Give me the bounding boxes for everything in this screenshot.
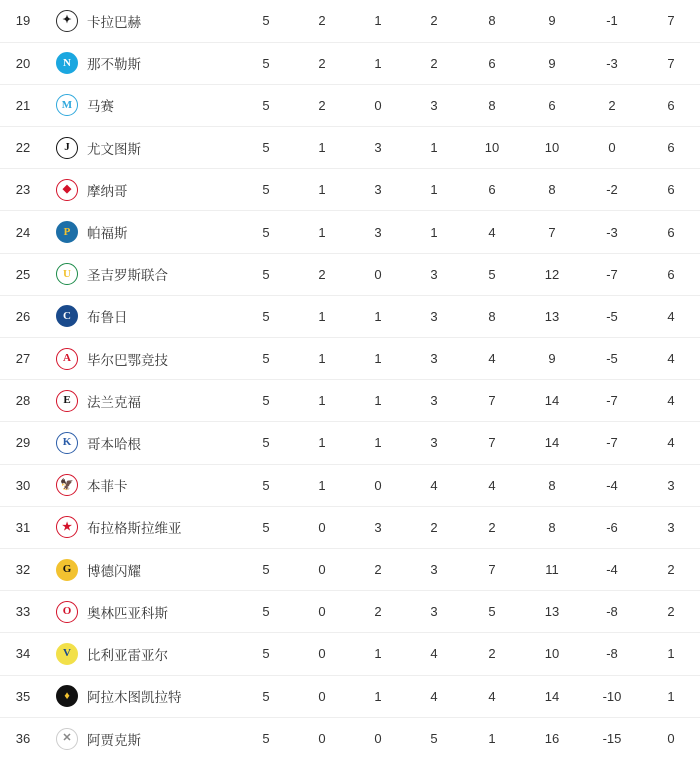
goal-diff-cell: 2 (608, 97, 616, 113)
loss-cell: 3 (430, 562, 438, 578)
team-wrapper (46, 305, 238, 327)
slavia-prague-crest: ★ (56, 516, 78, 538)
goals-against-cell: 7 (548, 224, 556, 240)
team-cell[interactable] (46, 127, 238, 169)
bodo-glimt-crest: G (56, 559, 78, 581)
loss-cell: 2 (430, 519, 438, 535)
goals-for-cell: 5 (488, 604, 496, 620)
team-name: 本菲卡 (87, 479, 128, 495)
win-cell: 1 (318, 435, 326, 451)
club-brugge-crest: C (56, 305, 78, 327)
points-cell: 4 (667, 308, 675, 324)
loss-cell: 3 (430, 604, 438, 620)
loss-cell: 1 (430, 182, 438, 198)
draw-cell: 2 (374, 604, 382, 620)
win-cell: 2 (318, 97, 326, 113)
team-wrapper (46, 263, 238, 285)
points-cell: 4 (667, 351, 675, 367)
table-row[interactable] (0, 338, 700, 380)
team-cell[interactable] (46, 633, 238, 675)
ajax-crest: ✕ (56, 728, 78, 750)
goals-against-cell: 14 (544, 393, 560, 409)
points-cell: 6 (667, 182, 675, 198)
draw-cell: 1 (374, 646, 382, 662)
team-name: 那不勒斯 (87, 57, 141, 73)
win-cell: 2 (318, 266, 326, 282)
points-cell: 1 (667, 646, 675, 662)
goal-diff-cell: -5 (606, 308, 618, 324)
draw-cell: 1 (374, 308, 382, 324)
team-cell[interactable] (46, 464, 238, 506)
team-wrapper (46, 516, 238, 538)
goals-against-cell: 8 (548, 477, 556, 493)
goal-diff-cell: -5 (606, 351, 618, 367)
loss-cell: 3 (430, 393, 438, 409)
goals-against-cell: 11 (545, 562, 559, 578)
goals-against-cell: 13 (544, 604, 560, 620)
table-row[interactable] (0, 464, 700, 506)
played-cell: 5 (262, 731, 270, 747)
table-row[interactable] (0, 211, 700, 253)
team-name: 博德闪耀 (87, 563, 141, 579)
goals-against-cell: 13 (544, 308, 560, 324)
goals-for-cell: 7 (488, 393, 496, 409)
table-row[interactable] (0, 295, 700, 337)
table-row[interactable] (0, 0, 700, 42)
played-cell: 5 (262, 13, 270, 29)
loss-cell: 1 (430, 140, 438, 156)
points-cell: 6 (667, 140, 675, 156)
team-wrapper (46, 685, 238, 707)
goal-diff-cell: 0 (608, 140, 616, 156)
team-cell[interactable] (46, 295, 238, 337)
loss-cell: 2 (430, 13, 438, 29)
win-cell: 0 (318, 688, 326, 704)
rank-cell: 27 (15, 351, 31, 367)
table-row[interactable] (0, 633, 700, 675)
team-name: 奥林匹亚科斯 (87, 605, 168, 621)
table-row[interactable] (0, 717, 700, 759)
rank-cell: 30 (15, 477, 31, 493)
team-cell[interactable] (46, 0, 238, 42)
goal-diff-cell: -4 (606, 562, 618, 578)
team-wrapper (46, 94, 238, 116)
win-cell: 1 (318, 140, 326, 156)
goals-for-cell: 1 (488, 731, 496, 747)
win-cell: 2 (318, 55, 326, 71)
team-cell[interactable] (46, 211, 238, 253)
played-cell: 5 (262, 351, 270, 367)
goals-for-cell: 4 (488, 351, 496, 367)
played-cell: 5 (262, 604, 270, 620)
rank-cell: 21 (15, 97, 31, 113)
goals-for-cell: 4 (488, 688, 496, 704)
goal-diff-cell: -2 (606, 182, 618, 198)
points-cell: 0 (667, 731, 675, 747)
win-cell: 0 (318, 604, 326, 620)
team-wrapper (46, 137, 238, 159)
draw-cell: 0 (374, 97, 382, 113)
played-cell: 5 (262, 97, 270, 113)
goals-against-cell: 10 (544, 140, 560, 156)
goal-diff-cell: -8 (606, 646, 618, 662)
team-cell[interactable] (46, 506, 238, 548)
goals-against-cell: 9 (548, 351, 556, 367)
rank-cell: 29 (15, 435, 31, 451)
team-cell[interactable] (46, 591, 238, 633)
points-cell: 4 (667, 393, 675, 409)
points-cell: 7 (667, 55, 675, 71)
played-cell: 5 (262, 435, 270, 451)
goals-against-cell: 8 (548, 519, 556, 535)
team-wrapper (46, 221, 238, 243)
copenhagen-crest: K (56, 432, 78, 454)
table-row[interactable] (0, 253, 700, 295)
points-cell: 4 (667, 435, 675, 451)
rank-cell: 35 (15, 688, 31, 704)
rank-cell: 33 (15, 604, 31, 620)
loss-cell: 1 (430, 224, 438, 240)
win-cell: 0 (318, 562, 326, 578)
team-name: 布鲁日 (87, 310, 128, 326)
draw-cell: 3 (374, 224, 382, 240)
team-cell[interactable] (46, 84, 238, 126)
draw-cell: 1 (374, 688, 382, 704)
team-wrapper (46, 728, 238, 750)
goals-for-cell: 7 (488, 435, 496, 451)
team-name: 卡拉巴赫 (87, 14, 141, 30)
goal-diff-cell: -4 (606, 477, 618, 493)
loss-cell: 5 (430, 731, 438, 747)
team-name: 毕尔巴鄂竞技 (87, 352, 168, 368)
goals-for-cell: 2 (488, 519, 496, 535)
goals-against-cell: 10 (544, 646, 560, 662)
team-wrapper (46, 348, 238, 370)
goals-against-cell: 14 (544, 688, 560, 704)
team-cell[interactable] (46, 717, 238, 759)
goals-against-cell: 9 (548, 55, 556, 71)
team-name: 哥本哈根 (87, 436, 141, 452)
team-cell[interactable] (46, 422, 238, 464)
win-cell: 2 (318, 13, 326, 29)
draw-cell: 1 (374, 393, 382, 409)
draw-cell: 0 (374, 266, 382, 282)
goal-diff-cell: -7 (606, 435, 618, 451)
team-name: 比利亚雷亚尔 (87, 647, 168, 663)
draw-cell: 1 (374, 351, 382, 367)
rank-cell: 28 (15, 393, 31, 409)
team-name: 帕福斯 (87, 226, 128, 242)
draw-cell: 1 (374, 435, 382, 451)
draw-cell: 1 (374, 13, 382, 29)
rank-cell: 20 (15, 55, 31, 71)
marseille-crest: M (56, 94, 78, 116)
eintracht-frankfurt-crest: E (56, 390, 78, 412)
loss-cell: 4 (430, 688, 438, 704)
points-cell: 6 (667, 266, 675, 282)
played-cell: 5 (262, 182, 270, 198)
goals-for-cell: 6 (488, 55, 496, 71)
team-name: 马赛 (87, 99, 114, 115)
team-cell[interactable] (46, 380, 238, 422)
team-name: 摩纳哥 (87, 183, 128, 199)
played-cell: 5 (262, 308, 270, 324)
goals-for-cell: 4 (488, 477, 496, 493)
team-cell[interactable] (46, 675, 238, 717)
loss-cell: 4 (430, 646, 438, 662)
team-wrapper (46, 432, 238, 454)
olympiacos-crest: O (56, 601, 78, 623)
team-wrapper (46, 643, 238, 665)
played-cell: 5 (262, 477, 270, 493)
team-name: 圣吉罗斯联合 (87, 268, 168, 284)
table-row[interactable] (0, 84, 700, 126)
goal-diff-cell: -7 (606, 266, 618, 282)
draw-cell: 0 (374, 731, 382, 747)
rank-cell: 25 (15, 266, 31, 282)
draw-cell: 1 (374, 55, 382, 71)
team-cell[interactable] (46, 42, 238, 84)
win-cell: 1 (318, 224, 326, 240)
points-cell: 3 (667, 477, 675, 493)
goals-against-cell: 6 (548, 97, 556, 113)
played-cell: 5 (262, 562, 270, 578)
points-cell: 3 (667, 519, 675, 535)
monaco-crest: ◆ (56, 179, 78, 201)
goals-for-cell: 4 (488, 224, 496, 240)
rank-cell: 24 (15, 224, 31, 240)
table-row[interactable] (0, 127, 700, 169)
goals-for-cell: 7 (488, 562, 496, 578)
draw-cell: 3 (374, 182, 382, 198)
goals-for-cell: 8 (488, 308, 496, 324)
rank-cell: 34 (15, 646, 31, 662)
napoli-crest: N (56, 52, 78, 74)
rank-cell: 32 (15, 562, 31, 578)
loss-cell: 3 (430, 351, 438, 367)
goals-for-cell: 8 (488, 97, 496, 113)
goals-against-cell: 16 (544, 731, 560, 747)
team-cell[interactable] (46, 338, 238, 380)
benfica-crest: 🦅 (56, 474, 78, 496)
win-cell: 1 (318, 182, 326, 198)
loss-cell: 2 (430, 55, 438, 71)
played-cell: 5 (262, 393, 270, 409)
points-cell: 7 (667, 13, 675, 29)
rank-cell: 19 (15, 13, 31, 29)
goal-diff-cell: -1 (606, 13, 618, 29)
team-wrapper (46, 390, 238, 412)
table-row[interactable] (0, 169, 700, 211)
team-name: 阿贾克斯 (87, 732, 141, 748)
draw-cell: 3 (374, 519, 382, 535)
villarreal-crest: V (56, 643, 78, 665)
win-cell: 0 (318, 731, 326, 747)
loss-cell: 3 (430, 266, 438, 282)
table-row[interactable] (0, 675, 700, 717)
team-name: 布拉格斯拉维亚 (87, 521, 182, 537)
team-cell[interactable] (46, 169, 238, 211)
win-cell: 0 (318, 646, 326, 662)
rank-cell: 31 (15, 519, 31, 535)
win-cell: 0 (318, 519, 326, 535)
points-cell: 1 (667, 688, 675, 704)
goal-diff-cell: -8 (606, 604, 618, 620)
loss-cell: 3 (430, 97, 438, 113)
team-wrapper (46, 52, 238, 74)
goal-diff-cell: -3 (606, 55, 618, 71)
rank-cell: 36 (15, 731, 31, 747)
table-row[interactable] (0, 422, 700, 464)
win-cell: 1 (318, 308, 326, 324)
played-cell: 5 (262, 646, 270, 662)
team-wrapper (46, 179, 238, 201)
pafos-crest: P (56, 221, 78, 243)
goals-for-cell: 5 (488, 266, 496, 282)
goals-for-cell: 8 (488, 13, 496, 29)
kairat-almaty-crest: ♦ (56, 685, 78, 707)
loss-cell: 3 (430, 435, 438, 451)
team-wrapper (46, 601, 238, 623)
played-cell: 5 (262, 140, 270, 156)
draw-cell: 3 (374, 140, 382, 156)
played-cell: 5 (262, 55, 270, 71)
goal-diff-cell: -10 (602, 688, 622, 704)
karabakh-crest: ✦ (56, 10, 78, 32)
rank-cell: 23 (15, 182, 31, 198)
draw-cell: 0 (374, 477, 382, 493)
rank-cell: 26 (15, 308, 31, 324)
win-cell: 1 (318, 477, 326, 493)
team-cell[interactable] (46, 253, 238, 295)
table-row[interactable] (0, 380, 700, 422)
draw-cell: 2 (374, 562, 382, 578)
table-row[interactable] (0, 548, 700, 590)
points-cell: 6 (667, 224, 675, 240)
goals-against-cell: 14 (544, 435, 560, 451)
team-name: 尤文图斯 (87, 141, 141, 157)
played-cell: 5 (262, 266, 270, 282)
athletic-bilbao-crest: A (56, 348, 78, 370)
points-cell: 2 (667, 604, 675, 620)
win-cell: 1 (318, 351, 326, 367)
points-cell: 6 (667, 97, 675, 113)
goal-diff-cell: -7 (606, 393, 618, 409)
table-row[interactable] (0, 591, 700, 633)
played-cell: 5 (262, 519, 270, 535)
table-row[interactable] (0, 506, 700, 548)
team-wrapper (46, 474, 238, 496)
goals-for-cell: 2 (488, 646, 496, 662)
played-cell: 5 (262, 688, 270, 704)
loss-cell: 3 (430, 308, 438, 324)
team-name: 阿拉木图凯拉特 (87, 690, 182, 706)
goals-for-cell: 10 (484, 140, 500, 156)
goals-for-cell: 6 (488, 182, 496, 198)
table-row[interactable] (0, 42, 700, 84)
team-wrapper (46, 10, 238, 32)
points-cell: 2 (667, 562, 675, 578)
rank-cell: 22 (15, 140, 31, 156)
team-name: 法兰克福 (87, 394, 141, 410)
team-cell[interactable] (46, 548, 238, 590)
juventus-crest: J (56, 137, 78, 159)
win-cell: 1 (318, 393, 326, 409)
goals-against-cell: 8 (548, 182, 556, 198)
team-wrapper (46, 559, 238, 581)
played-cell: 5 (262, 224, 270, 240)
goal-diff-cell: -15 (602, 731, 622, 747)
union-saint-gilloise-crest: U (56, 263, 78, 285)
goal-diff-cell: -3 (606, 224, 618, 240)
loss-cell: 4 (430, 477, 438, 493)
goals-against-cell: 9 (548, 13, 556, 29)
goal-diff-cell: -6 (606, 519, 618, 535)
goals-against-cell: 12 (544, 266, 560, 282)
